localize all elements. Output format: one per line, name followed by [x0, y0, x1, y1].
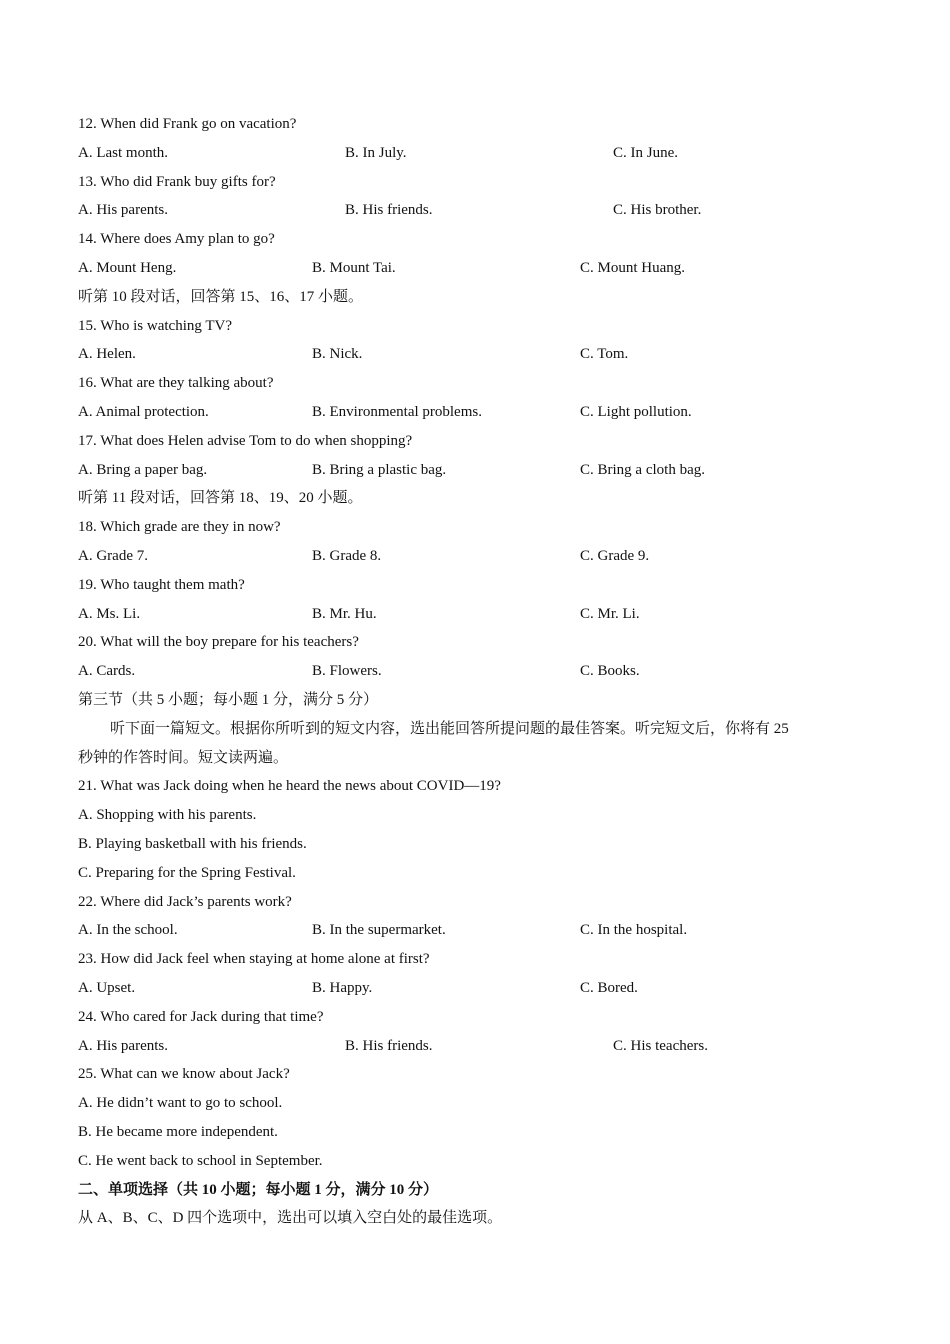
- answer-option-c: C. In June.: [613, 145, 678, 161]
- instruction-line: 听第 10 段对话，回答第 15、16、17 小题。: [78, 289, 364, 305]
- question-text: 19. Who taught them math?: [78, 577, 245, 593]
- answer-option-b: B. Mount Tai.: [312, 260, 396, 276]
- answer-option-c: C. Tom.: [580, 346, 629, 362]
- answer-option-c: C. His brother.: [613, 202, 702, 218]
- instruction-paragraph: 听下面一篇短文。根据你所听到的短文内容，选出能回答所提问题的最佳答案。听完短文后，你将有 25: [110, 721, 789, 737]
- answer-option-a: A. Mount Heng.: [78, 260, 177, 276]
- answer-option-a: A. Helen.: [78, 346, 136, 362]
- answer-option-b: B. In July.: [345, 145, 407, 161]
- answer-option-a: A. Cards.: [78, 663, 136, 679]
- answer-option-b: B. Nick.: [312, 346, 363, 362]
- instruction-line: 秒钟的作答时间。短文读两遍。: [78, 750, 289, 766]
- answer-option-b: B. Mr. Hu.: [312, 606, 377, 622]
- answer-option: B. Playing basketball with his friends.: [78, 836, 307, 852]
- answer-option-a: A. Grade 7.: [78, 548, 148, 564]
- answer-option-b: B. Flowers.: [312, 663, 382, 679]
- question-text: 14. Where does Amy plan to go?: [78, 231, 275, 247]
- question-text: 15. Who is watching TV?: [78, 318, 233, 334]
- question-text: 23. How did Jack feel when staying at home alone at first?: [78, 951, 430, 967]
- instruction-line: 听第 11 段对话，回答第 18、19、20 小题。: [78, 490, 363, 506]
- answer-option: A. Shopping with his parents.: [78, 807, 257, 823]
- answer-option-c: C. Light pollution.: [580, 404, 692, 420]
- instruction-line: 从 A、B、C、D 四个选项中，选出可以填入空白处的最佳选项。: [78, 1210, 503, 1226]
- answer-option-a: A. In the school.: [78, 922, 178, 938]
- question-text: 16. What are they talking about?: [78, 375, 274, 391]
- answer-option-c: C. Mr. Li.: [580, 606, 640, 622]
- answer-option-b: B. Happy.: [312, 980, 373, 996]
- answer-option-a: A. His parents.: [78, 1038, 168, 1054]
- answer-option: C. Preparing for the Spring Festival.: [78, 865, 296, 881]
- question-text: 12. When did Frank go on vacation?: [78, 116, 297, 132]
- answer-option: B. He became more independent.: [78, 1124, 278, 1140]
- answer-option-a: A. Bring a paper bag.: [78, 462, 208, 478]
- answer-option-b: B. Grade 8.: [312, 548, 382, 564]
- question-text: 25. What can we know about Jack?: [78, 1066, 290, 1082]
- answer-option-b: B. His friends.: [345, 202, 433, 218]
- answer-option-a: A. Animal protection.: [78, 404, 209, 420]
- question-text: 21. What was Jack doing when he heard the news about COVID—19?: [78, 778, 501, 794]
- answer-option-c: C. Grade 9.: [580, 548, 650, 564]
- answer-option-a: A. His parents.: [78, 202, 168, 218]
- answer-option-c: C. In the hospital.: [580, 922, 688, 938]
- question-text: 24. Who cared for Jack during that time?: [78, 1009, 324, 1025]
- answer-option-c: C. Bring a cloth bag.: [580, 462, 705, 478]
- question-text: 18. Which grade are they in now?: [78, 519, 281, 535]
- question-text: 22. Where did Jack’s parents work?: [78, 894, 292, 910]
- answer-option-b: B. Environmental problems.: [312, 404, 482, 420]
- question-text: 13. Who did Frank buy gifts for?: [78, 174, 276, 190]
- answer-option: C. He went back to school in September.: [78, 1153, 323, 1169]
- answer-option-b: B. In the supermarket.: [312, 922, 446, 938]
- answer-option-c: C. His teachers.: [613, 1038, 708, 1054]
- question-text: 17. What does Helen advise Tom to do when shopping?: [78, 433, 413, 449]
- answer-option-a: A. Last month.: [78, 145, 168, 161]
- answer-option-b: B. Bring a plastic bag.: [312, 462, 447, 478]
- answer-option-a: A. Ms. Li.: [78, 606, 141, 622]
- answer-option-b: B. His friends.: [345, 1038, 433, 1054]
- answer-option: A. He didn’t want to go to school.: [78, 1095, 283, 1111]
- answer-option-c: C. Bored.: [580, 980, 638, 996]
- answer-option-c: C. Books.: [580, 663, 640, 679]
- question-text: 20. What will the boy prepare for his teachers?: [78, 634, 359, 650]
- answer-option-a: A. Upset.: [78, 980, 136, 996]
- instruction-line: 第三节（共 5 小题；每小题 1 分，满分 5 分）: [78, 692, 379, 708]
- answer-option-c: C. Mount Huang.: [580, 260, 685, 276]
- section-heading: 二、单项选择（共 10 小题；每小题 1 分，满分 10 分）: [78, 1182, 439, 1198]
